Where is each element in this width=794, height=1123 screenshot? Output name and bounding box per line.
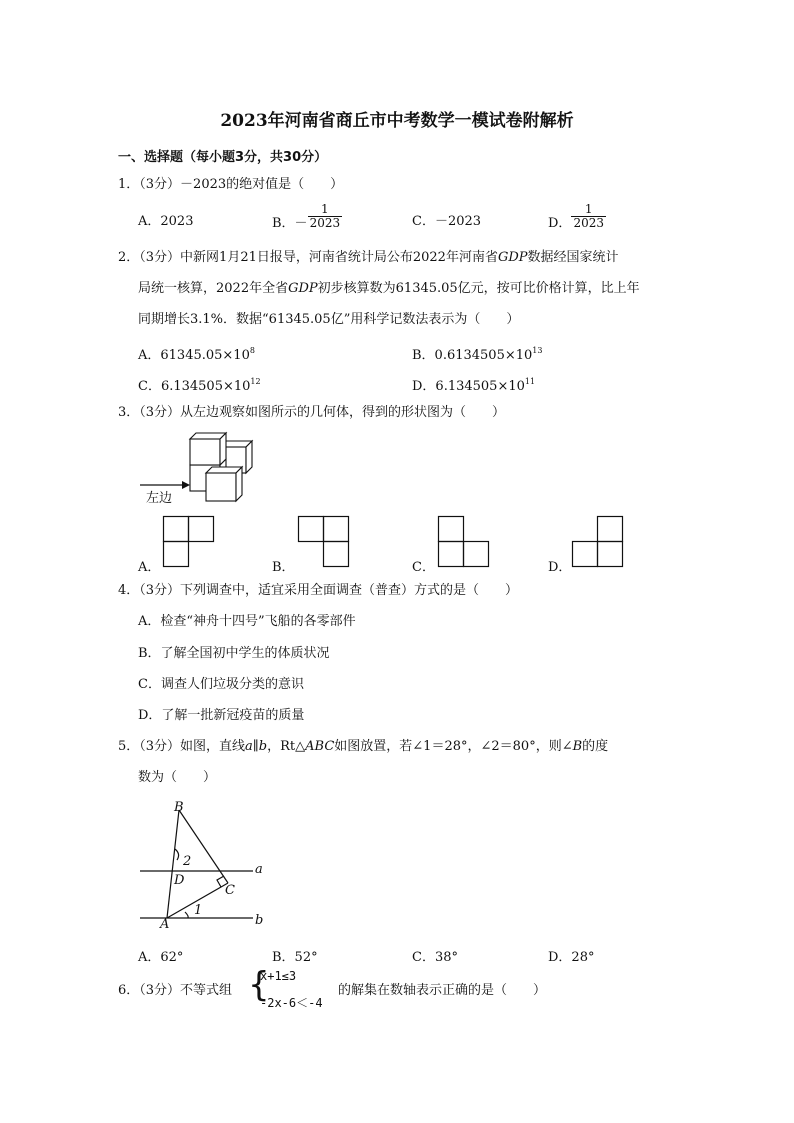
page-title: 2023年河南省商丘市中考数学一模试卷附解析: [220, 111, 574, 131]
q1-option-a: A．2023: [138, 214, 194, 229]
q2-line2: 局统一核算，2022年全省GDP初步核算数为61345.05亿元，按可比价格计算，比上年: [138, 281, 640, 296]
figure-label-left: 左边: [146, 491, 173, 506]
q5-option-b: B．52°: [272, 950, 318, 965]
q5-line1: 5．（3分）如图，直线a∥b，Rt△ABC如图放置，若∠1＝28°，∠2＝80°，则∠B的度: [118, 739, 609, 754]
q6-prefix: 6．（3分）不等式组: [118, 983, 233, 998]
q2-option-a: A．$61345.05\times 10^8$: [138, 346, 255, 363]
q2-line3: 同期增长3.1%．数据“61345.05亿”用科学记数法表示为（ ）: [138, 312, 520, 327]
q3-option-b: B．: [272, 560, 295, 575]
q5-option-a: A．62°: [138, 950, 184, 965]
q4-option-d: D．了解一批新冠疫苗的质量: [138, 708, 305, 723]
q3-option-a: A．: [138, 560, 161, 575]
q3-option-d: D．: [548, 560, 572, 575]
q4-stem: 4．（3分）下列调查中，适宜采用全面调查（普查）方式的是（ ）: [118, 583, 519, 598]
q4-option-c: C．调查人们垃圾分类的意识: [138, 677, 304, 692]
q4-option-a: A．检查“神舟十四号”飞船的各零部件: [138, 614, 356, 629]
q2-option-c: C．$6.134505\times 10^{12}$: [138, 377, 261, 394]
q2-line1: 2．（3分）中新网1月21日报导，河南省统计局公布2022年河南省GDP数据经国家统计: [118, 250, 619, 265]
q3-option-b-figure: [298, 516, 350, 568]
q5-label-d-point: D: [174, 873, 185, 888]
q6-inequality-2: -2x-6＜-4: [260, 996, 323, 1010]
q1-option-b: B．－ $\frac{1}{2023}$: [272, 202, 341, 231]
q5-label-a-point: A: [160, 917, 170, 932]
q5-label-angle-1: 1: [194, 903, 203, 918]
q3-option-c-figure: [438, 516, 490, 568]
q2-option-b: B．$0.6134505\times 10^{13}$: [412, 346, 543, 363]
q1-option-d: D． $\frac{1}{2023}$: [548, 202, 604, 231]
section-heading: 一、选择题（每小题3分，共30分）: [118, 150, 328, 165]
q5-option-d: D．28°: [548, 950, 595, 965]
q5-label-angle-2: 2: [183, 854, 192, 869]
q5-label-c-point: C: [225, 883, 235, 898]
q3-option-c: C．: [412, 560, 435, 575]
q5-label-line-a: a: [255, 862, 263, 877]
q3-option-a-figure: [163, 516, 215, 568]
q1-option-c: C．－2023: [412, 214, 482, 229]
q3-stem: 3．（3分）从左边观察如图所示的几何体，得到的形状图为（ ）: [118, 405, 506, 420]
q5-label-line-b: b: [255, 913, 264, 928]
q4-option-b: B．了解全国初中学生的体质状况: [138, 646, 330, 661]
q5-option-c: C．38°: [412, 950, 458, 965]
q3-option-d-figure: [572, 516, 624, 568]
q1-stem: 1．（3分）－2023的绝对值是（ ）: [118, 177, 344, 192]
q6-inequality-1: x+1≤3: [260, 969, 297, 983]
q5-label-b-point: B: [174, 800, 184, 815]
q6-suffix: 的解集在数轴表示正确的是（ ）: [338, 983, 547, 998]
q5-line2: 数为（ ）: [138, 770, 217, 785]
inequality-brace: {: [248, 965, 270, 1005]
q5-geometry-figure: [135, 798, 275, 933]
q2-option-d: D．$6.134505\times 10^{11}$: [412, 377, 536, 394]
